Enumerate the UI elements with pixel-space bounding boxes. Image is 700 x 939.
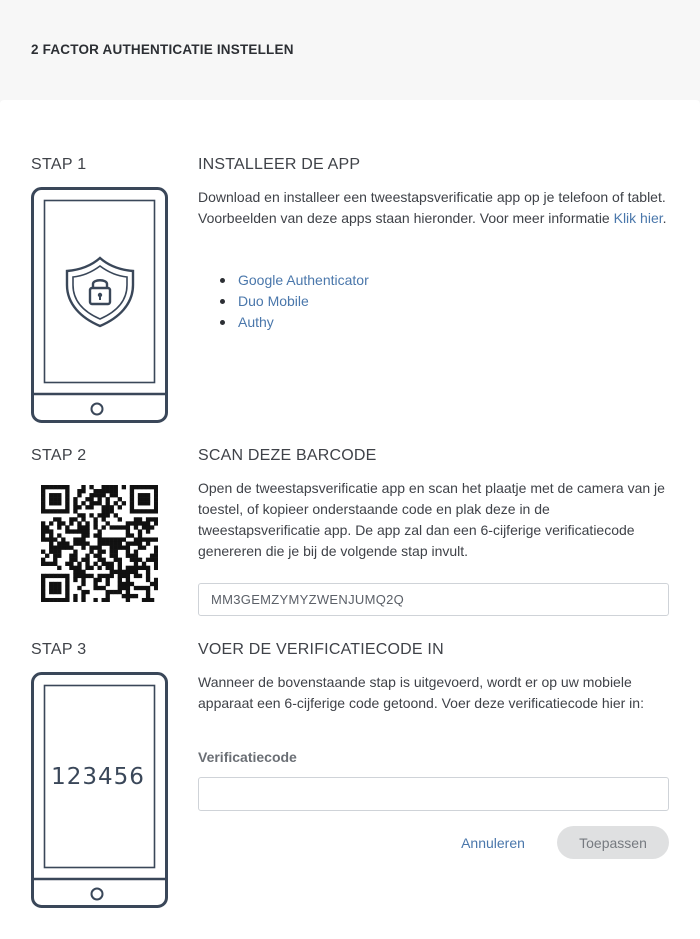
step-1-text-end: .	[662, 210, 667, 226]
bullet	[220, 320, 225, 325]
step-1-label: STAP 1	[31, 156, 87, 173]
shield-lock-icon	[67, 258, 133, 326]
cancel-button[interactable]: Annuleren	[450, 827, 536, 859]
qr-code-icon	[41, 485, 158, 602]
verification-code-input[interactable]	[198, 777, 669, 811]
step-1-text: Download en installeer een tweestapsverificatie app op je telefoon of tablet. Voorbeelden van deze apps staan hieronder. Voor meer informatie	[198, 189, 666, 226]
step-2-title: SCAN DEZE BARCODE	[198, 447, 377, 464]
phone-code-text: 123456	[51, 764, 145, 790]
page-header	[0, 0, 700, 100]
bullet	[220, 299, 225, 304]
list-item	[198, 270, 369, 291]
app-link-authy[interactable]: Authy	[238, 314, 274, 330]
step-3-label: STAP 3	[31, 641, 87, 658]
step-2-label: STAP 2	[31, 447, 87, 464]
bullet	[220, 278, 225, 283]
page-title: 2 FACTOR AUTHENTICATIE INSTELLEN	[31, 42, 294, 57]
verification-code-label: Verificatiecode	[198, 749, 297, 765]
app-link-duo-mobile[interactable]: Duo Mobile	[238, 293, 309, 309]
setup-card	[0, 100, 700, 939]
step-2-text: Open de tweestapsverificatie app en scan het plaatje met de camera van je toestel, of kopieer onderstaande code en plak deze in de tweestapsverificatie app. De app zal dan een 6-cijferige verificatiecode genereren die je bij de volgende stap invult.	[198, 480, 665, 559]
step-3-title: VOER DE VERIFICATIECODE IN	[198, 641, 444, 658]
app-link-google-authenticator[interactable]: Google Authenticator	[238, 272, 369, 288]
more-info-link[interactable]: Klik hier	[613, 210, 663, 226]
step-1-title: INSTALLEER DE APP	[198, 156, 361, 173]
list-item	[198, 312, 369, 333]
app-list	[198, 270, 369, 333]
step-1-description	[198, 187, 668, 229]
apply-button[interactable]: Toepassen	[557, 826, 669, 859]
list-item	[198, 291, 369, 312]
secret-code-field[interactable]	[198, 583, 669, 616]
phone-code-illustration	[31, 672, 168, 908]
phone-illustration	[31, 187, 168, 423]
step-3-text: Wanneer de bovenstaande stap is uitgevoerd, wordt er op uw mobiele apparaat een 6-cijferige code getoond. Voer deze verificatiecode hier in:	[198, 674, 644, 711]
